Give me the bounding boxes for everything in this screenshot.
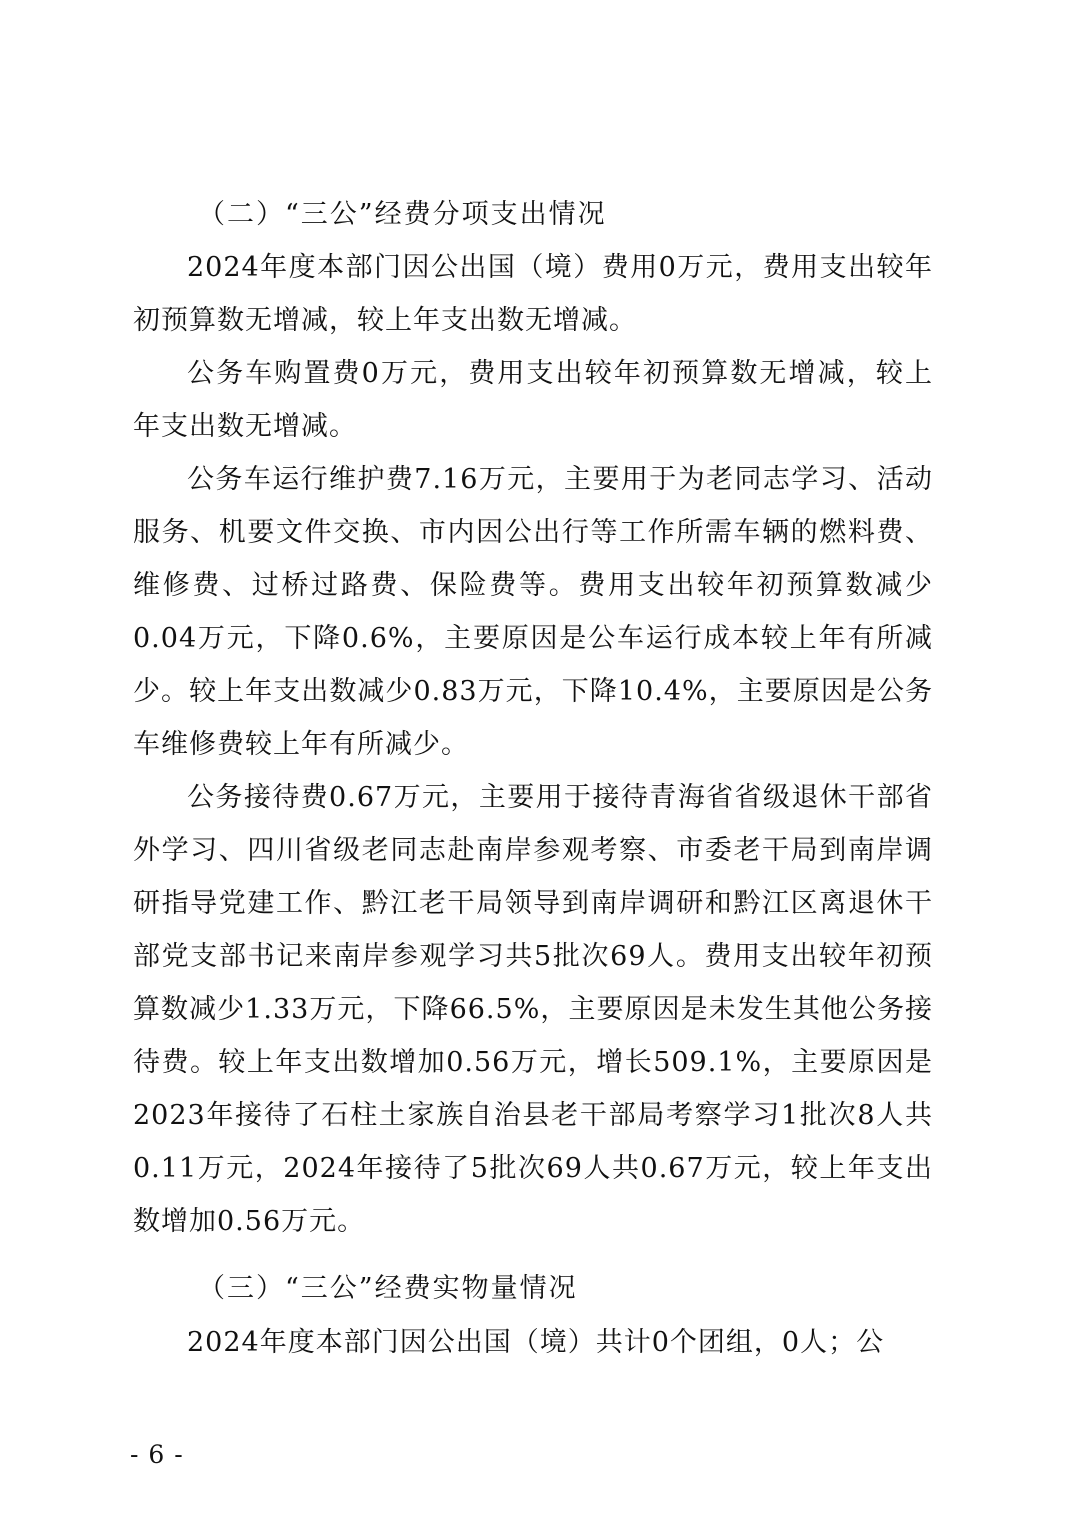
paragraph-overseas-expense: 2024年度本部门因公出国（境）费用0万元，费用支出较年初预算数无增减，较上年支出数无增减。 xyxy=(133,252,933,336)
paragraph-physical-quantity: 2024年度本部门因公出国（境）共计0个团组，0人；公 xyxy=(187,1327,885,1358)
paragraph-vehicle-purchase: 公务车购置费0万元，费用支出较年初预算数无增减，较上年支出数无增减。 xyxy=(133,358,933,442)
section-three-heading: （三）“三公”经费实物量情况 xyxy=(198,1273,578,1304)
page-number: - 6 - xyxy=(130,1440,184,1469)
section-two-heading: （二）“三公”经费分项支出情况 xyxy=(198,199,607,230)
section-two-body xyxy=(133,241,933,1248)
paragraph-reception-expense: 公务接待费0.67万元，主要用于接待青海省省级退休干部省外学习、四川省级老同志赴南岸参观考察、市委老干局到南岸调研指导党建工作、黔江老干局领导到南岸调研和黔江区离退休干部党支部书记来南岸参观学习共5批次69人。费用支出较年初预算数减少1.33万元，下降66.5%，主要原因是未发生其他公务接待费。较上年支出数增加0.56万元，增长509.1%，主要原因是2023年接待了石柱土家族自治县老干部局考察学习1批次8人共0.11万元，2024年接待了5批次69人共0.67万元，较上年支出数增加0.56万元。 xyxy=(133,782,933,1237)
section-three-body xyxy=(133,1316,933,1369)
paragraph-vehicle-maintenance: 公务车运行维护费7.16万元，主要用于为老同志学习、活动服务、机要文件交换、市内因公出行等工作所需车辆的燃料费、维修费、过桥过路费、保险费等。费用支出较年初预算数减少0.04万元，下降0.6%，主要原因是公车运行成本较上年有所减少。较上年支出数减少0.83万元，下降10.4%，主要原因是公务车维修费较上年有所减少。 xyxy=(133,464,933,760)
